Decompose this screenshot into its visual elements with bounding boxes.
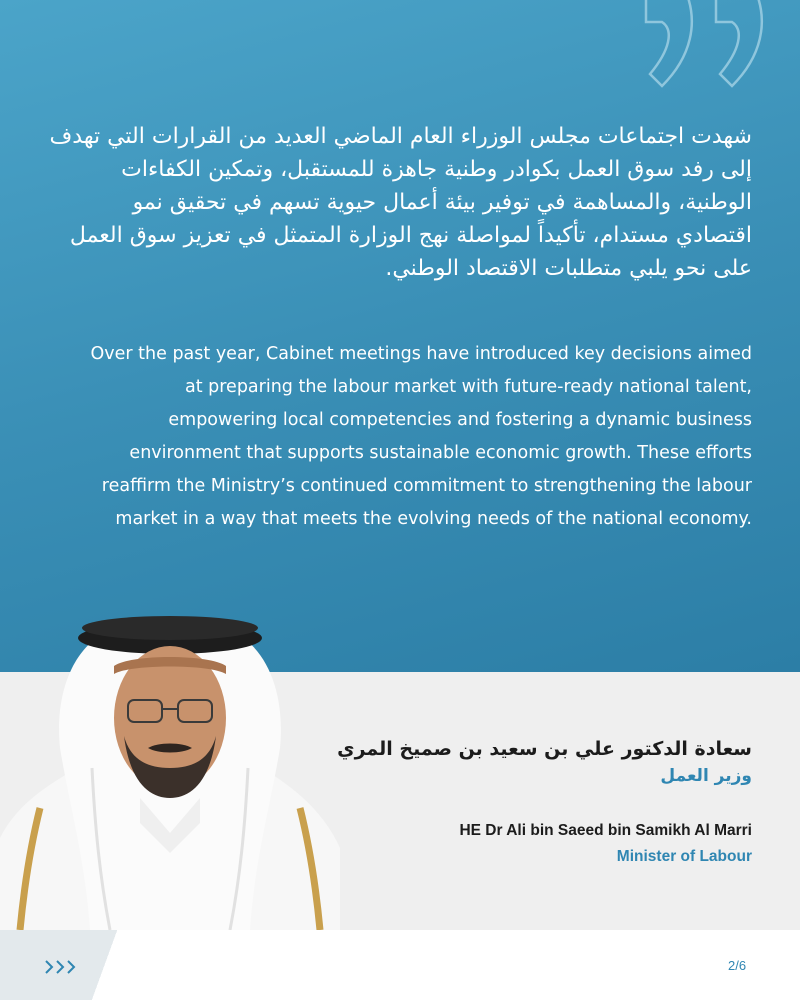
- closing-quote-icon: [636, 0, 786, 110]
- english-paragraph: [48, 338, 752, 536]
- arabic-line: اقتصادي مستدام، تأكيداً لمواصلة نهج الوزارة المتمثل في تعزيز سوق العمل: [69, 223, 752, 248]
- english-line: empowering local competencies and fostering a dynamic business: [168, 410, 752, 430]
- arabic-line: الوطنية، والمساهمة في توفير بيئة أعمال حيوية تسهم في تحقيق نمو: [132, 190, 752, 215]
- english-line: Over the past year, Cabinet meetings have introduced key decisions aimed: [90, 344, 752, 364]
- arabic-line: على نحو يلبي متطلبات الاقتصاد الوطني.: [385, 256, 752, 281]
- signatory-name-arabic: سعادة الدكتور علي بن سعيد بن صميخ المري: [337, 738, 752, 760]
- page-indicator: 2/6: [728, 958, 747, 973]
- english-line: reaffirm the Ministry’s continued commitment to strengthening the labour: [101, 476, 752, 496]
- english-line: environment that supports sustainable economic growth. These efforts: [129, 443, 752, 463]
- english-line: market in a way that meets the evolving needs of the national economy.: [115, 509, 752, 529]
- arabic-line: إلى رفد سوق العمل بكوادر وطنية جاهزة للمستقبل، وتمكين الكفاءات: [121, 157, 752, 182]
- signatory-role-english: Minister of Labour: [616, 848, 752, 865]
- signatory-name-english: HE Dr Ali bin Saeed bin Samikh Al Marri: [459, 822, 752, 839]
- signatory-role-arabic: وزير العمل: [660, 766, 752, 786]
- english-line: at preparing the labour market with future-ready national talent,: [184, 377, 752, 397]
- footer: [0, 930, 800, 1000]
- arabic-paragraph: [48, 120, 752, 285]
- arabic-line: شهدت اجتماعات مجلس الوزراء العام الماضي العديد من القرارات التي تهدف: [49, 124, 752, 149]
- footer-decoration: [0, 930, 170, 1000]
- minister-portrait: [0, 608, 340, 930]
- triple-chevron-right-icon[interactable]: [44, 958, 78, 976]
